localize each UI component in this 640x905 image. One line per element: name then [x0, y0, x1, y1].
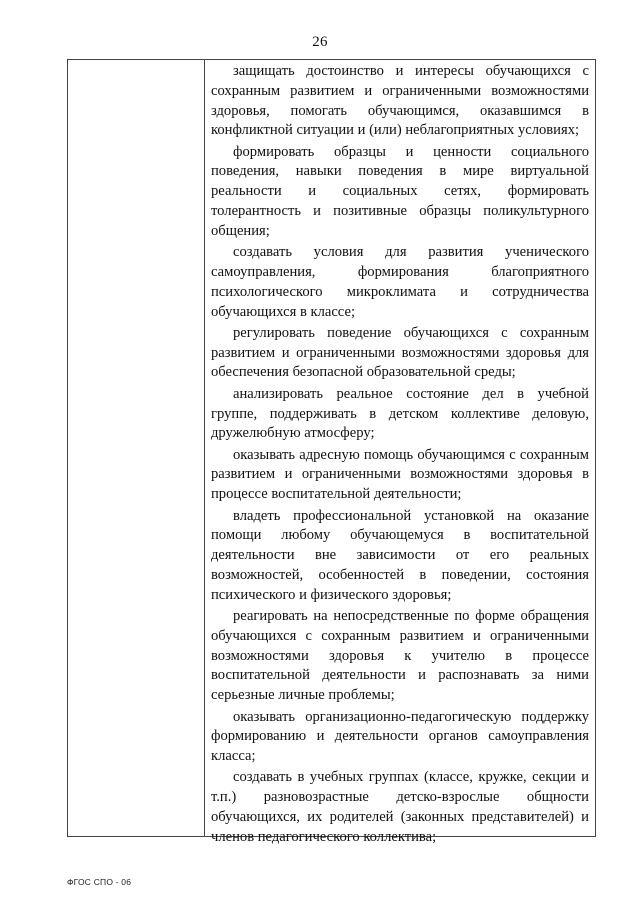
table-right-cell	[205, 60, 595, 845]
paragraph: создавать в учебных группах (классе, кружке, секции и т.п.) разновозрастные детско-взрослые общности обучающихся, их родителей (законных представителей) и членов педагогического коллектива;	[211, 769, 589, 845]
paragraph: создавать условия для развития ученического самоуправления, формирования благоприятного психологического микроклимата и сотрудничества обучающихся в классе;	[211, 244, 589, 320]
paragraph: формировать образцы и ценности социального поведения, навыки поведения в мире виртуальной реальности и социальных сетях, формировать толерантность и позитивные образцы поликультурного общения;	[211, 143, 589, 239]
footer-document-code: ФГОС СПО - 06	[67, 877, 132, 887]
paragraph: анализировать реальное состояние дел в учебной группе, поддерживать в детском коллективе деловую, дружелюбную атмосферу;	[211, 385, 589, 442]
table-left-cell	[68, 60, 205, 836]
content-table	[67, 59, 596, 845]
paragraph: оказывать адресную помощь обучающимся с сохранным развитием и ограниченными возможностями здоровья в процессе воспитательной деятельности;	[211, 446, 589, 503]
paragraph: регулировать поведение обучающихся с сохранным развитием и ограниченными возможностями здоровья для обеспечения безопасной образовательной среды;	[211, 324, 589, 381]
paragraph: реагировать на непосредственные по форме обращения обучающихся с сохранным развитием и ограниченными возможностями здоровья к учителю в процессе воспитательной деятельности и распознавать за ними серьезные личные проблемы;	[211, 608, 589, 704]
paragraph: защищать достоинство и интересы обучающихся с сохранным развитием и ограниченными возможностями здоровья, помогать обучающимся, оказавшимся в конфликтной ситуации и (или) неблагоприятных условиях;	[211, 63, 589, 139]
paragraph: владеть профессиональной установкой на оказание помощи любому обучающемуся в воспитательной деятельности вне зависимости от его реальных возможностей, особенностей в поведении, состояния психического и физического здоровья;	[211, 507, 589, 603]
page-number: 26	[312, 34, 328, 50]
paragraph: оказывать организационно-педагогическую поддержку формированию и деятельности органов самоуправления класса;	[211, 708, 589, 765]
